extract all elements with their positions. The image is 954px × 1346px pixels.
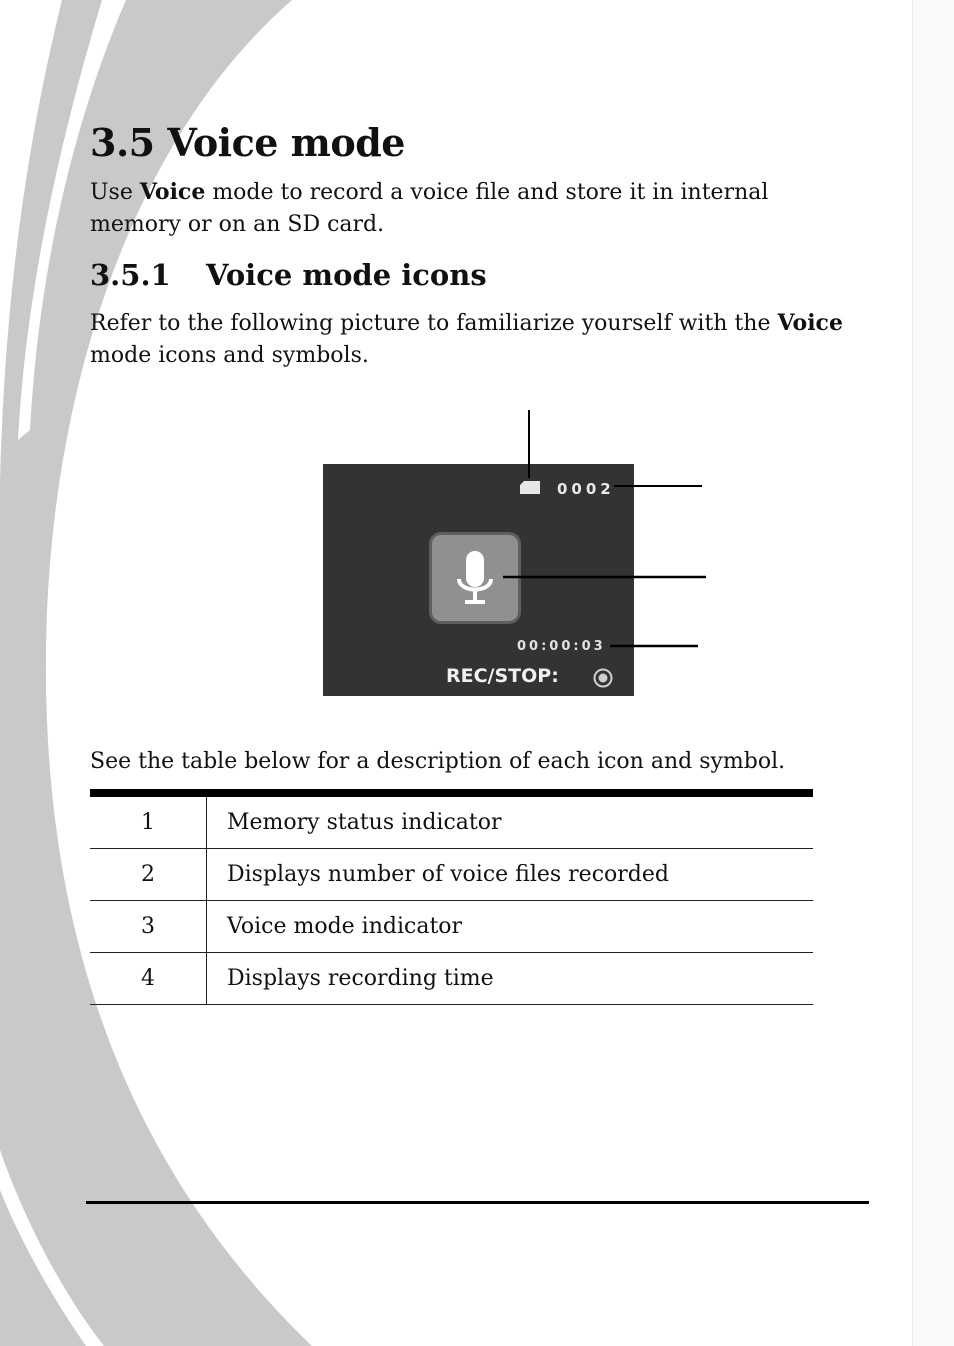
intro-text-end: mode to record a voice file and store it in internal memory or on an SD card.: [90, 180, 769, 237]
row-description: Displays number of voice files recorded: [207, 849, 814, 901]
record-button-icon: [593, 668, 613, 688]
refer-paragraph: [90, 307, 870, 372]
recording-time-display: 00:00:03: [517, 639, 606, 654]
refer-text-start: Refer to the following picture to familiarize yourself with the: [90, 311, 778, 336]
row-number: 1: [90, 797, 207, 849]
row-description: Displays recording time: [207, 953, 814, 1005]
section-number: 3.5.1: [90, 258, 171, 292]
refer-text-end: mode icons and symbols.: [90, 343, 369, 368]
icon-description-table: [90, 789, 813, 1005]
intro-text-start: Use: [90, 180, 140, 205]
footer-rule: [86, 1201, 869, 1204]
row-number: 2: [90, 849, 207, 901]
table-intro-paragraph: See the table below for a description of each icon and symbol.: [90, 749, 786, 774]
section-title: Voice mode icons: [206, 258, 487, 292]
row-number: 4: [90, 953, 207, 1005]
row-description: Voice mode indicator: [207, 901, 814, 953]
voice-mode-indicator: [429, 532, 521, 624]
voice-mode-screen: [323, 464, 634, 696]
page-title: 3.5 Voice mode: [90, 120, 405, 165]
row-number: 3: [90, 901, 207, 953]
table-row: [90, 797, 813, 849]
file-count-display: 0002: [557, 480, 615, 498]
row-description: Memory status indicator: [207, 797, 814, 849]
refer-bold-voice: Voice: [777, 310, 843, 336]
intro-paragraph: [90, 176, 850, 241]
microphone-icon: [432, 535, 518, 621]
intro-bold-voice: Voice: [139, 179, 206, 205]
table-row: [90, 901, 813, 953]
table-row: [90, 849, 813, 901]
memory-card-icon: [519, 480, 541, 495]
page-edge-strip: [912, 0, 954, 1346]
section-heading: [90, 258, 487, 292]
rec-stop-label: REC/STOP:: [446, 665, 559, 687]
table-row: [90, 953, 813, 1005]
